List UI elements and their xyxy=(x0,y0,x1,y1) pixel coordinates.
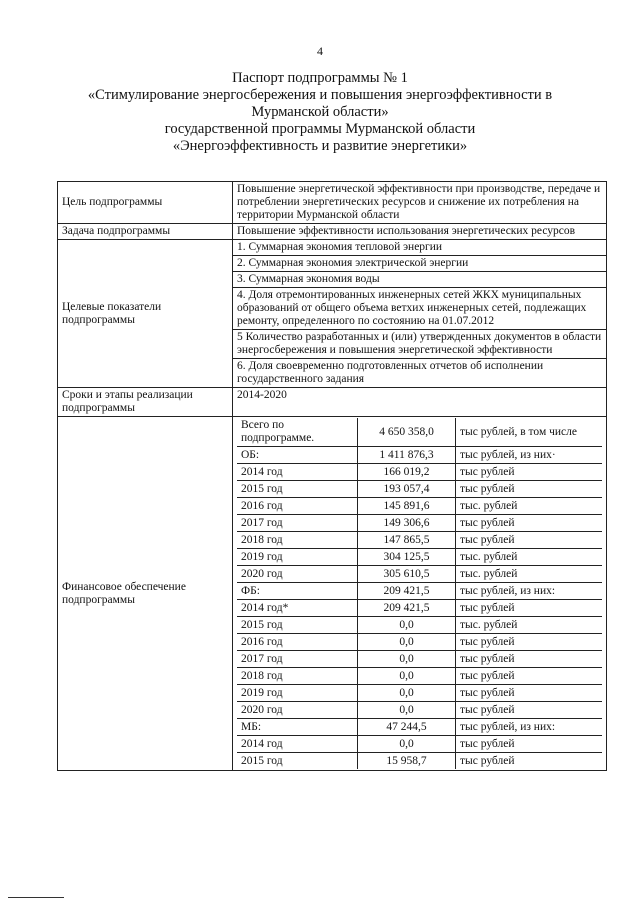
cut-mark xyxy=(52,897,64,898)
finance-period: 2018 год xyxy=(237,532,358,549)
finance-table-row xyxy=(237,447,602,464)
finance-amount: 0,0 xyxy=(358,685,456,702)
finance-period: 2016 год xyxy=(237,634,358,651)
finance-table-row xyxy=(237,736,602,753)
finance-amount: 1 411 876,3 xyxy=(358,447,456,464)
finance-amount: 4 650 358,0 xyxy=(358,418,456,447)
finance-unit: тыс рублей, из них: xyxy=(456,719,603,736)
finance-table-row xyxy=(237,702,602,719)
finance-amount: 0,0 xyxy=(358,651,456,668)
finance-period: ОБ: xyxy=(237,447,358,464)
finance-amount: 166 019,2 xyxy=(358,464,456,481)
finance-table-row xyxy=(237,464,602,481)
finance-amount: 15 958,7 xyxy=(358,753,456,770)
finance-unit: тыс рублей xyxy=(456,702,603,719)
finance-period: 2019 год xyxy=(237,685,358,702)
heading-line: государственной программы Мурманской области xyxy=(164,121,476,137)
heading-line: «Стимулирование энергосбережения и повышения энергоэффективности в xyxy=(87,87,553,103)
indicator-item: 6. Доля своевременно подготовленных отчетов об исполнении государственного задания xyxy=(233,359,607,388)
finance-period: 2020 год xyxy=(237,702,358,719)
finance-amount: 145 891,6 xyxy=(358,498,456,515)
finance-amount: 0,0 xyxy=(358,634,456,651)
finance-amount: 304 125,5 xyxy=(358,549,456,566)
finance-unit: тыс рублей, из них: xyxy=(456,583,603,600)
finance-unit: тыс рублей xyxy=(456,753,603,770)
goal-label: Цель подпрограммы xyxy=(58,182,233,224)
finance-table-row xyxy=(237,719,602,736)
finance-unit: тыс рублей xyxy=(456,634,603,651)
indicator-row xyxy=(58,240,607,256)
finance-unit: тыс рублей xyxy=(456,685,603,702)
finance-cell xyxy=(233,417,607,771)
terms-row xyxy=(58,388,607,417)
finance-table-row xyxy=(237,481,602,498)
finance-period: 2018 год xyxy=(237,668,358,685)
finance-table-row xyxy=(237,600,602,617)
cut-mark xyxy=(8,897,46,898)
finance-period: 2014 год* xyxy=(237,600,358,617)
finance-amount: 0,0 xyxy=(358,702,456,719)
finance-amount: 0,0 xyxy=(358,617,456,634)
finance-period: 2017 год xyxy=(237,651,358,668)
finance-unit: тыс рублей xyxy=(456,481,603,498)
finance-period: 2016 год xyxy=(237,498,358,515)
finance-table-row xyxy=(237,498,602,515)
finance-period: 2015 год xyxy=(237,753,358,770)
finance-unit: тыс. рублей xyxy=(456,498,603,515)
finance-amount: 0,0 xyxy=(358,668,456,685)
finance-period: 2014 год xyxy=(237,736,358,753)
finance-table-row xyxy=(237,685,602,702)
finance-unit: тыс рублей xyxy=(456,668,603,685)
task-label: Задача подпрограммы xyxy=(58,224,233,240)
finance-table-row xyxy=(237,515,602,532)
finance-amount: 147 865,5 xyxy=(358,532,456,549)
finance-period: 2019 год xyxy=(237,549,358,566)
cut-marks xyxy=(8,897,68,899)
heading-line: «Энергоэффективность и развитие энергетики» xyxy=(172,138,468,154)
indicator-item: 4. Доля отремонтированных инженерных сетей ЖКХ муниципальных образований от общего объема ветхих инженерных сетей, подлежащих ремонту, определенного по состоянию на 01.07.2012 xyxy=(233,288,607,330)
finance-period: 2015 год xyxy=(237,617,358,634)
finance-table-row xyxy=(237,617,602,634)
finance-unit: тыс. рублей xyxy=(456,566,603,583)
passport-table xyxy=(57,181,607,771)
finance-period: МБ: xyxy=(237,719,358,736)
document-heading xyxy=(60,70,580,155)
finance-amount: 0,0 xyxy=(358,736,456,753)
terms-label: Сроки и этапы реализации подпрограммы xyxy=(58,388,233,417)
finance-table-row xyxy=(237,418,602,447)
finance-table-row xyxy=(237,566,602,583)
finance-table xyxy=(237,418,602,769)
finance-amount: 209 421,5 xyxy=(358,600,456,617)
indicator-item: 3. Суммарная экономия воды xyxy=(233,272,607,288)
finance-unit: тыс рублей xyxy=(456,651,603,668)
terms-value: 2014-2020 xyxy=(233,388,607,417)
page-number: 4 xyxy=(317,44,323,58)
finance-amount: 47 244,5 xyxy=(358,719,456,736)
finance-amount: 305 610,5 xyxy=(358,566,456,583)
finance-table-row xyxy=(237,651,602,668)
finance-unit: тыс рублей, из них· xyxy=(456,447,603,464)
finance-unit: тыс рублей xyxy=(456,600,603,617)
finance-table-row xyxy=(237,532,602,549)
finance-period: 2014 год xyxy=(237,464,358,481)
finance-row xyxy=(58,417,607,771)
finance-period: 2017 год xyxy=(237,515,358,532)
finance-table-row xyxy=(237,583,602,600)
finance-unit: тыс рублей, в том числе xyxy=(456,418,603,447)
heading-line: Паспорт подпрограммы № 1 xyxy=(232,70,408,86)
finance-unit: тыс. рублей xyxy=(456,617,603,634)
finance-table-row xyxy=(237,634,602,651)
finance-table-row xyxy=(237,668,602,685)
heading-line: Мурманской области» xyxy=(251,104,389,120)
finance-label: Финансовое обеспечение подпрограммы xyxy=(58,417,233,771)
goal-row xyxy=(58,182,607,224)
finance-unit: тыс. рублей xyxy=(456,549,603,566)
indicators-label: Целевые показатели подпрограммы xyxy=(58,240,233,388)
finance-amount: 193 057,4 xyxy=(358,481,456,498)
finance-unit: тыс рублей xyxy=(456,532,603,549)
indicator-item: 1. Суммарная экономия тепловой энергии xyxy=(233,240,607,256)
finance-table-row xyxy=(237,753,602,770)
finance-unit: тыс рублей xyxy=(456,464,603,481)
finance-unit: тыс рублей xyxy=(456,736,603,753)
finance-amount: 149 306,6 xyxy=(358,515,456,532)
task-row xyxy=(58,224,607,240)
finance-table-row xyxy=(237,549,602,566)
finance-period: 2015 год xyxy=(237,481,358,498)
finance-period: 2020 год xyxy=(237,566,358,583)
goal-text: Повышение энергетической эффективности при производстве, передаче и потреблении энергетических ресурсов и снижение их потребления на территории Мурманской области xyxy=(233,182,607,224)
finance-unit: тыс рублей xyxy=(456,515,603,532)
finance-period: ФБ: xyxy=(237,583,358,600)
finance-period: Всего по подпрограмме. xyxy=(237,418,358,447)
indicator-item: 5 Количество разработанных и (или) утвержденных документов в области энергосбережения и повышения энергетической эффективности xyxy=(233,330,607,359)
finance-amount: 209 421,5 xyxy=(358,583,456,600)
task-text: Повышение эффективности использования энергетических ресурсов xyxy=(233,224,607,240)
indicator-item: 2. Суммарная экономия электрической энергии xyxy=(233,256,607,272)
